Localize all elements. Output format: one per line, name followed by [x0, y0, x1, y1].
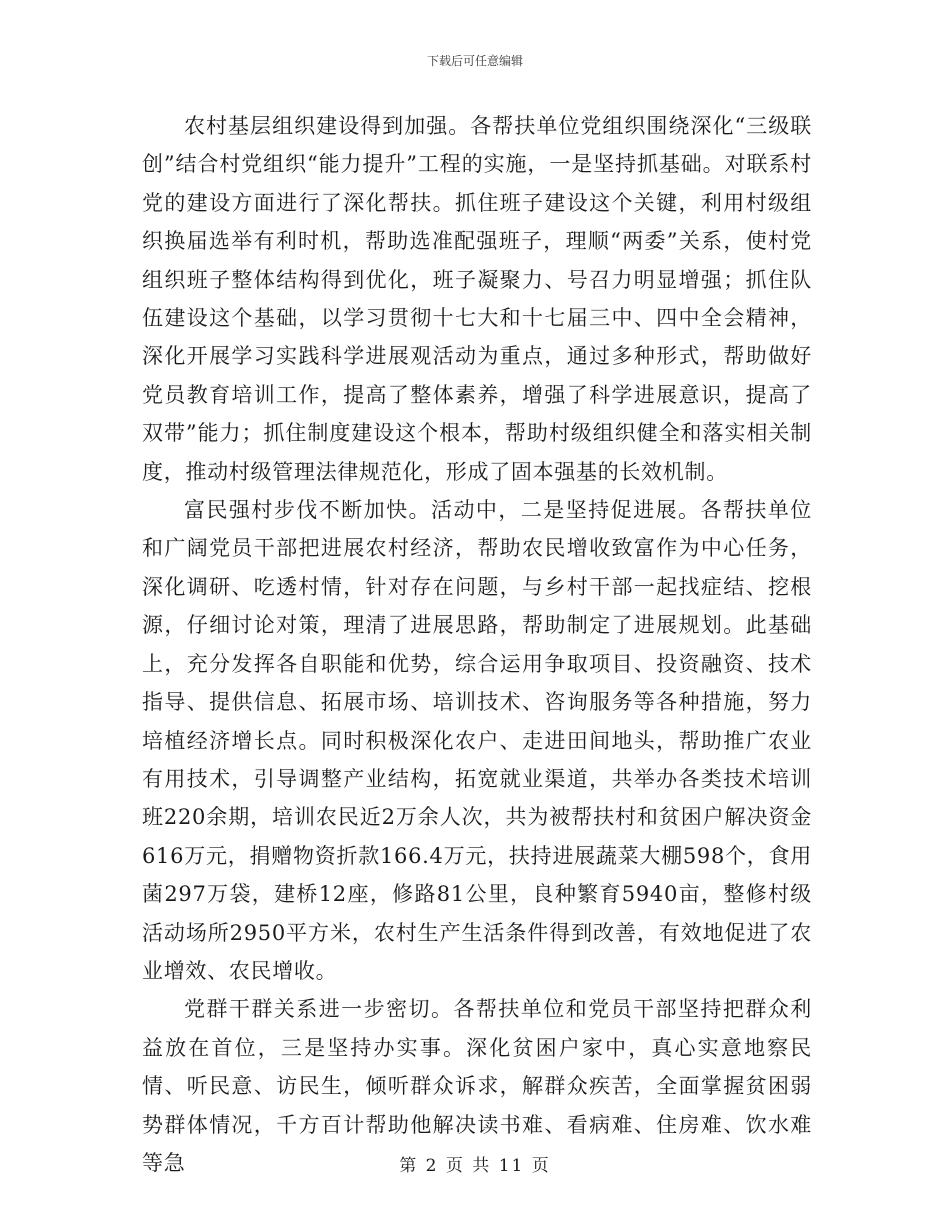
- page-number-footer: 第 2 页 共 11 页: [399, 1156, 551, 1176]
- paragraph-organization-building: 农村基层组织建设得到加强。各帮扶单位党组织围绕深化“三级联创”结合村党组织“能力提升”工程的实施，一是坚持抓基础。对联系村党的建设方面进行了深化帮扶。抓住班子建设这个关键，利用村级组织换届选举有利时机，帮助选准配强班子，理顺“两委”关系，使村党组织班子整体结构得到优化，班子凝聚力、号召力明显增强；抓住队伍建设这个基础，以学习贯彻十七大和十七届三中、四中全会精神，深化开展学习实践科学进展观活动为重点，通过多种形式，帮助做好党员教育培训工作，提高了整体素养，增强了科学进展意识，提高了双带”能力；抓住制度建设这个根本，帮助村级组织健全和落实相关制度，推动村级管理法律规范化，形成了固本强基的长效机制。: [142, 114, 812, 484]
- paragraph-rural-prosperity: 富民强村步伐不断加快。活动中，二是坚持促进展。各帮扶单位和广阔党员干部把进展农村经济，帮助农民增收致富作为中心任务，深化调研、吃透村情，针对存在问题，与乡村干部一起找症结、挖根源，仔细讨论对策，理清了进展思路，帮助制定了进展规划。此基础上，充分发挥各自职能和优势，综合运用争取项目、投资融资、技术指导、提供信息、拓展市场、培训技术、咨询服务等各种措施，努力培植经济增长点。同时积极深化农户、走进田间地头，帮助推广农业有用技术，引导调整产业结构，拓宽就业渠道，共举办各类技术培训班220余期，培训农民近2万余人次，共为被帮扶村和贫困户解决资金616万元，捐赠物资折款166.4万元，扶持进展蔬菜大棚598个，食用菌297万袋，建桥12座，修路81公里，良种繁育5940亩，整修村级活动场所2950平方米，农村生产生活条件得到改善，有效地促进了农业增效、农民增收。: [142, 498, 812, 983]
- paragraph-party-mass-relations: 党群干群关系进一步密切。各帮扶单位和党员干部坚持把群众利益放在首位，三是坚持办实事。深化贫困户家中，真心实意地察民情、听民意、访民生，倾听群众诉求，解群众疾苦，全面掌握贫困弱势群体情况，千方百计帮助他解决读书难、看病难、住房难、饮水难等急: [142, 997, 812, 1175]
- document-body: [142, 107, 812, 1182]
- page-header-note: 下载后可任意编辑: [426, 54, 523, 68]
